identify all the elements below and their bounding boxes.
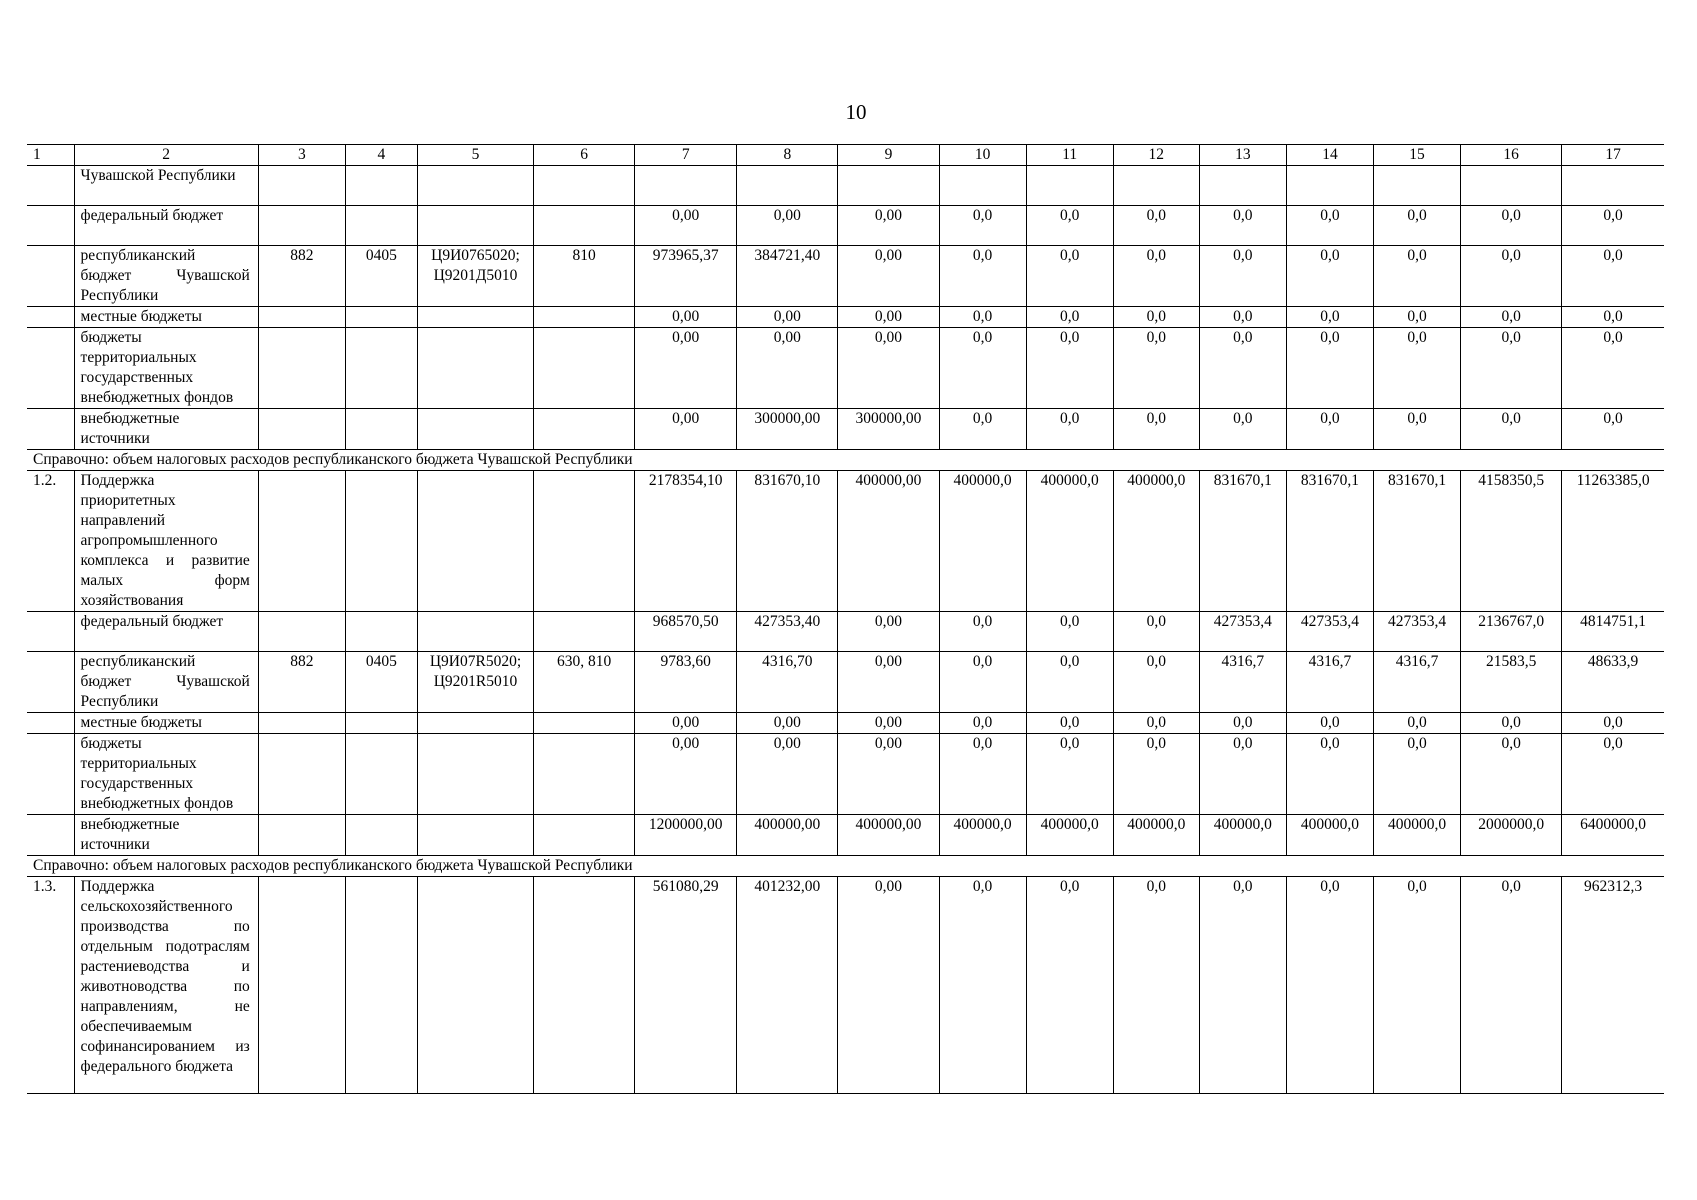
table-row	[27, 409, 1664, 450]
row-name: республиканский бюджет Чувашской Республики	[74, 246, 258, 307]
value-cell: 0,0	[1026, 246, 1113, 307]
value-cell: 0,00	[838, 734, 939, 815]
value-cell: 0,0	[1461, 734, 1562, 815]
row-name: федеральный бюджет	[74, 206, 258, 246]
target-code	[417, 734, 533, 815]
value-cell: 400000,0	[1373, 815, 1460, 856]
expense-type-code	[534, 877, 635, 1094]
value-cell: 0,0	[1113, 734, 1199, 815]
value-cell: 0,0	[939, 409, 1026, 450]
row-number	[27, 815, 74, 856]
target-code	[417, 471, 533, 612]
value-cell: 0,0	[1286, 328, 1373, 409]
ministry-code: 882	[258, 246, 345, 307]
value-cell: 0,00	[737, 713, 838, 734]
value-cell: 0,0	[1562, 328, 1664, 409]
section-code	[345, 166, 417, 206]
expense-type-code: 810	[534, 246, 635, 307]
value-cell: 0,00	[838, 246, 939, 307]
row-number: 1.3.	[27, 877, 74, 1094]
value-cell	[838, 166, 939, 206]
value-cell: 831670,10	[737, 471, 838, 612]
row-number	[27, 734, 74, 815]
value-cell: 0,0	[1562, 409, 1664, 450]
value-cell: 400000,00	[838, 815, 939, 856]
value-cell: 0,0	[1113, 713, 1199, 734]
value-cell: 4316,7	[1286, 652, 1373, 713]
row-name: бюджеты территориальных государственных внебюджетных фондов	[74, 734, 258, 815]
value-cell: 0,0	[1026, 409, 1113, 450]
value-cell: 0,0	[1113, 409, 1199, 450]
column-header: 15	[1373, 145, 1460, 166]
column-header: 1	[27, 145, 74, 166]
row-number	[27, 246, 74, 307]
value-cell: 400000,00	[737, 815, 838, 856]
value-cell: 0,00	[635, 713, 737, 734]
table-row	[27, 246, 1664, 307]
target-code	[417, 409, 533, 450]
row-name: бюджеты территориальных государственных внебюджетных фондов	[74, 328, 258, 409]
value-cell: 0,0	[939, 877, 1026, 1094]
value-cell: 0,00	[838, 713, 939, 734]
value-cell: 0,00	[635, 328, 737, 409]
table-row	[27, 206, 1664, 246]
column-header: 10	[939, 145, 1026, 166]
value-cell: 0,00	[838, 307, 939, 328]
ministry-code	[258, 166, 345, 206]
value-cell: 0,0	[1373, 206, 1460, 246]
value-cell: 561080,29	[635, 877, 737, 1094]
value-cell: 0,0	[1286, 713, 1373, 734]
value-cell: 0,0	[1026, 307, 1113, 328]
value-cell: 0,0	[1373, 246, 1460, 307]
value-cell: 0,0	[1026, 206, 1113, 246]
value-cell: 0,0	[1113, 612, 1199, 652]
note-text: Справочно: объем налоговых расходов республиканского бюджета Чувашской Республики	[27, 856, 1664, 877]
table-row	[27, 471, 1664, 612]
value-cell: 0,00	[635, 206, 737, 246]
table-row	[27, 612, 1664, 652]
value-cell: 831670,1	[1286, 471, 1373, 612]
value-cell: 0,0	[939, 612, 1026, 652]
value-cell: 0,00	[635, 409, 737, 450]
target-code	[417, 328, 533, 409]
table-row	[27, 652, 1664, 713]
table-row	[27, 815, 1664, 856]
value-cell: 4158350,5	[1461, 471, 1562, 612]
value-cell	[737, 166, 838, 206]
ministry-code	[258, 206, 345, 246]
section-code	[345, 409, 417, 450]
value-cell: 0,0	[1461, 307, 1562, 328]
table-row	[27, 713, 1664, 734]
target-code	[417, 612, 533, 652]
row-name: Чувашской Республики	[74, 166, 258, 206]
value-cell	[1113, 166, 1199, 206]
ministry-code	[258, 815, 345, 856]
row-number	[27, 612, 74, 652]
row-number	[27, 328, 74, 409]
value-cell: 0,0	[1113, 877, 1199, 1094]
value-cell: 0,00	[838, 877, 939, 1094]
row-name: местные бюджеты	[74, 307, 258, 328]
value-cell: 4316,7	[1373, 652, 1460, 713]
value-cell: 21583,5	[1461, 652, 1562, 713]
expense-type-code	[534, 471, 635, 612]
value-cell: 0,0	[1373, 409, 1460, 450]
expense-type-code	[534, 734, 635, 815]
column-header: 5	[417, 145, 533, 166]
value-cell: 0,0	[1199, 734, 1286, 815]
row-name: федеральный бюджет	[74, 612, 258, 652]
value-cell: 0,0	[1113, 652, 1199, 713]
value-cell: 0,0	[1199, 877, 1286, 1094]
page-number: 10	[845, 100, 867, 124]
section-code: 0405	[345, 246, 417, 307]
value-cell: 0,0	[1461, 246, 1562, 307]
value-cell: 400000,0	[1026, 815, 1113, 856]
table-row	[27, 734, 1664, 815]
section-code	[345, 328, 417, 409]
row-name: Поддержка сельскохозяйственного производства по отдельным подотраслям растениеводства и животноводства по направлениям, не обеспечиваемым софинансированием из федерального бюджета	[74, 877, 258, 1094]
section-code	[345, 734, 417, 815]
column-header: 17	[1562, 145, 1664, 166]
ministry-code	[258, 471, 345, 612]
expense-type-code	[534, 166, 635, 206]
column-header: 14	[1286, 145, 1373, 166]
target-code	[417, 713, 533, 734]
value-cell: 831670,1	[1373, 471, 1460, 612]
value-cell: 0,00	[737, 307, 838, 328]
value-cell: 300000,00	[737, 409, 838, 450]
value-cell	[1286, 166, 1373, 206]
column-header: 8	[737, 145, 838, 166]
column-header: 13	[1199, 145, 1286, 166]
value-cell: 427353,4	[1199, 612, 1286, 652]
value-cell: 0,0	[939, 652, 1026, 713]
value-cell: 0,0	[1373, 734, 1460, 815]
value-cell: 400000,0	[1199, 815, 1286, 856]
row-name: местные бюджеты	[74, 713, 258, 734]
column-header: 6	[534, 145, 635, 166]
value-cell: 0,0	[1286, 409, 1373, 450]
value-cell: 0,00	[838, 652, 939, 713]
value-cell: 831670,1	[1199, 471, 1286, 612]
value-cell: 4316,70	[737, 652, 838, 713]
value-cell	[1026, 166, 1113, 206]
value-cell: 0,0	[1113, 206, 1199, 246]
section-code	[345, 307, 417, 328]
value-cell: 2136767,0	[1461, 612, 1562, 652]
expense-type-code	[534, 328, 635, 409]
value-cell	[1461, 166, 1562, 206]
expense-type-code	[534, 206, 635, 246]
value-cell: 0,0	[1286, 307, 1373, 328]
section-code	[345, 877, 417, 1094]
value-cell: 400000,0	[939, 471, 1026, 612]
value-cell: 0,0	[1562, 307, 1664, 328]
value-cell: 0,0	[1286, 877, 1373, 1094]
section-code	[345, 713, 417, 734]
value-cell: 0,0	[1373, 307, 1460, 328]
row-name: Поддержка приоритетных направлений агропромышленного комплекса и развитие малых форм хозяйствования	[74, 471, 258, 612]
budget-table	[27, 144, 1664, 1094]
value-cell: 0,0	[1026, 652, 1113, 713]
target-code	[417, 206, 533, 246]
table-row	[27, 307, 1664, 328]
value-cell	[1562, 166, 1664, 206]
value-cell: 0,0	[1461, 713, 1562, 734]
row-name: внебюджетные источники	[74, 409, 258, 450]
value-cell: 0,0	[939, 206, 1026, 246]
value-cell: 0,0	[1199, 307, 1286, 328]
expense-type-code	[534, 307, 635, 328]
value-cell: 0,0	[1113, 307, 1199, 328]
value-cell: 0,00	[838, 612, 939, 652]
value-cell: 427353,4	[1373, 612, 1460, 652]
column-header: 7	[635, 145, 737, 166]
value-cell: 0,0	[1026, 734, 1113, 815]
column-header: 4	[345, 145, 417, 166]
value-cell: 400000,0	[1113, 815, 1199, 856]
section-code	[345, 471, 417, 612]
value-cell: 427353,40	[737, 612, 838, 652]
value-cell: 401232,00	[737, 877, 838, 1094]
value-cell: 0,0	[939, 307, 1026, 328]
value-cell	[1199, 166, 1286, 206]
section-code	[345, 612, 417, 652]
expense-type-code	[534, 409, 635, 450]
value-cell: 0,0	[1562, 734, 1664, 815]
expense-type-code	[534, 612, 635, 652]
value-cell: 1200000,00	[635, 815, 737, 856]
ministry-code	[258, 713, 345, 734]
target-code	[417, 307, 533, 328]
value-cell: 0,0	[1113, 246, 1199, 307]
value-cell: 0,0	[939, 734, 1026, 815]
row-number	[27, 166, 74, 206]
value-cell: 0,0	[1199, 713, 1286, 734]
value-cell: 9783,60	[635, 652, 737, 713]
value-cell: 400000,0	[1026, 471, 1113, 612]
target-code: Ц9И0765020; Ц9201Д5010	[417, 246, 533, 307]
value-cell: 400000,00	[838, 471, 939, 612]
table-row	[27, 877, 1664, 1094]
value-cell: 384721,40	[737, 246, 838, 307]
value-cell: 0,00	[737, 206, 838, 246]
value-cell: 0,0	[1199, 328, 1286, 409]
value-cell	[635, 166, 737, 206]
column-header: 9	[838, 145, 939, 166]
value-cell: 400000,0	[1113, 471, 1199, 612]
value-cell: 0,0	[1461, 409, 1562, 450]
value-cell: 0,0	[1562, 713, 1664, 734]
header-row	[27, 145, 1664, 166]
value-cell: 0,0	[1562, 206, 1664, 246]
row-number	[27, 307, 74, 328]
row-number	[27, 713, 74, 734]
expense-type-code	[534, 815, 635, 856]
table-row	[27, 328, 1664, 409]
row-number	[27, 409, 74, 450]
section-code: 0405	[345, 652, 417, 713]
row-name: республиканский бюджет Чувашской Республики	[74, 652, 258, 713]
column-header: 12	[1113, 145, 1199, 166]
expense-type-code	[534, 713, 635, 734]
value-cell: 0,0	[1026, 328, 1113, 409]
ministry-code	[258, 328, 345, 409]
value-cell: 300000,00	[838, 409, 939, 450]
ministry-code	[258, 734, 345, 815]
target-code	[417, 815, 533, 856]
value-cell: 6400000,0	[1562, 815, 1664, 856]
note-row	[27, 856, 1664, 877]
value-cell: 400000,0	[1286, 815, 1373, 856]
target-code: Ц9И07R5020; Ц9201R5010	[417, 652, 533, 713]
value-cell: 0,00	[838, 206, 939, 246]
value-cell: 0,0	[1286, 734, 1373, 815]
value-cell: 427353,4	[1286, 612, 1373, 652]
value-cell: 11263385,0	[1562, 471, 1664, 612]
target-code	[417, 877, 533, 1094]
value-cell: 0,00	[838, 328, 939, 409]
value-cell: 973965,37	[635, 246, 737, 307]
value-cell: 0,00	[635, 734, 737, 815]
value-cell: 48633,9	[1562, 652, 1664, 713]
value-cell: 2000000,0	[1461, 815, 1562, 856]
value-cell: 0,0	[1026, 877, 1113, 1094]
column-header: 3	[258, 145, 345, 166]
value-cell: 0,0	[1286, 246, 1373, 307]
value-cell: 0,00	[737, 734, 838, 815]
target-code	[417, 166, 533, 206]
value-cell: 0,0	[1199, 206, 1286, 246]
value-cell: 0,0	[1113, 328, 1199, 409]
value-cell	[1373, 166, 1460, 206]
note-row	[27, 450, 1664, 471]
value-cell: 0,0	[939, 328, 1026, 409]
value-cell: 4814751,1	[1562, 612, 1664, 652]
row-number: 1.2.	[27, 471, 74, 612]
ministry-code	[258, 877, 345, 1094]
row-number	[27, 206, 74, 246]
value-cell: 968570,50	[635, 612, 737, 652]
value-cell: 0,0	[1373, 328, 1460, 409]
value-cell: 0,0	[1199, 246, 1286, 307]
value-cell: 0,00	[635, 307, 737, 328]
value-cell: 0,0	[1461, 206, 1562, 246]
value-cell: 400000,0	[939, 815, 1026, 856]
value-cell: 0,0	[1026, 612, 1113, 652]
value-cell: 0,0	[939, 246, 1026, 307]
value-cell: 4316,7	[1199, 652, 1286, 713]
column-header: 2	[74, 145, 258, 166]
expense-type-code: 630, 810	[534, 652, 635, 713]
value-cell: 0,0	[1373, 713, 1460, 734]
value-cell: 0,0	[1026, 713, 1113, 734]
column-header: 16	[1461, 145, 1562, 166]
ministry-code	[258, 612, 345, 652]
section-code	[345, 815, 417, 856]
row-name: внебюджетные источники	[74, 815, 258, 856]
column-header: 11	[1026, 145, 1113, 166]
value-cell: 0,0	[1562, 246, 1664, 307]
value-cell: 0,0	[1373, 877, 1460, 1094]
table-row	[27, 166, 1664, 206]
ministry-code	[258, 409, 345, 450]
value-cell: 0,0	[1461, 877, 1562, 1094]
value-cell: 962312,3	[1562, 877, 1664, 1094]
value-cell: 0,0	[939, 713, 1026, 734]
section-code	[345, 206, 417, 246]
row-number	[27, 652, 74, 713]
note-text: Справочно: объем налоговых расходов республиканского бюджета Чувашской Республики	[27, 450, 1664, 471]
value-cell: 0,0	[1286, 206, 1373, 246]
value-cell: 0,00	[737, 328, 838, 409]
value-cell: 0,0	[1461, 328, 1562, 409]
ministry-code: 882	[258, 652, 345, 713]
value-cell: 0,0	[1199, 409, 1286, 450]
value-cell: 2178354,10	[635, 471, 737, 612]
ministry-code	[258, 307, 345, 328]
value-cell	[939, 166, 1026, 206]
